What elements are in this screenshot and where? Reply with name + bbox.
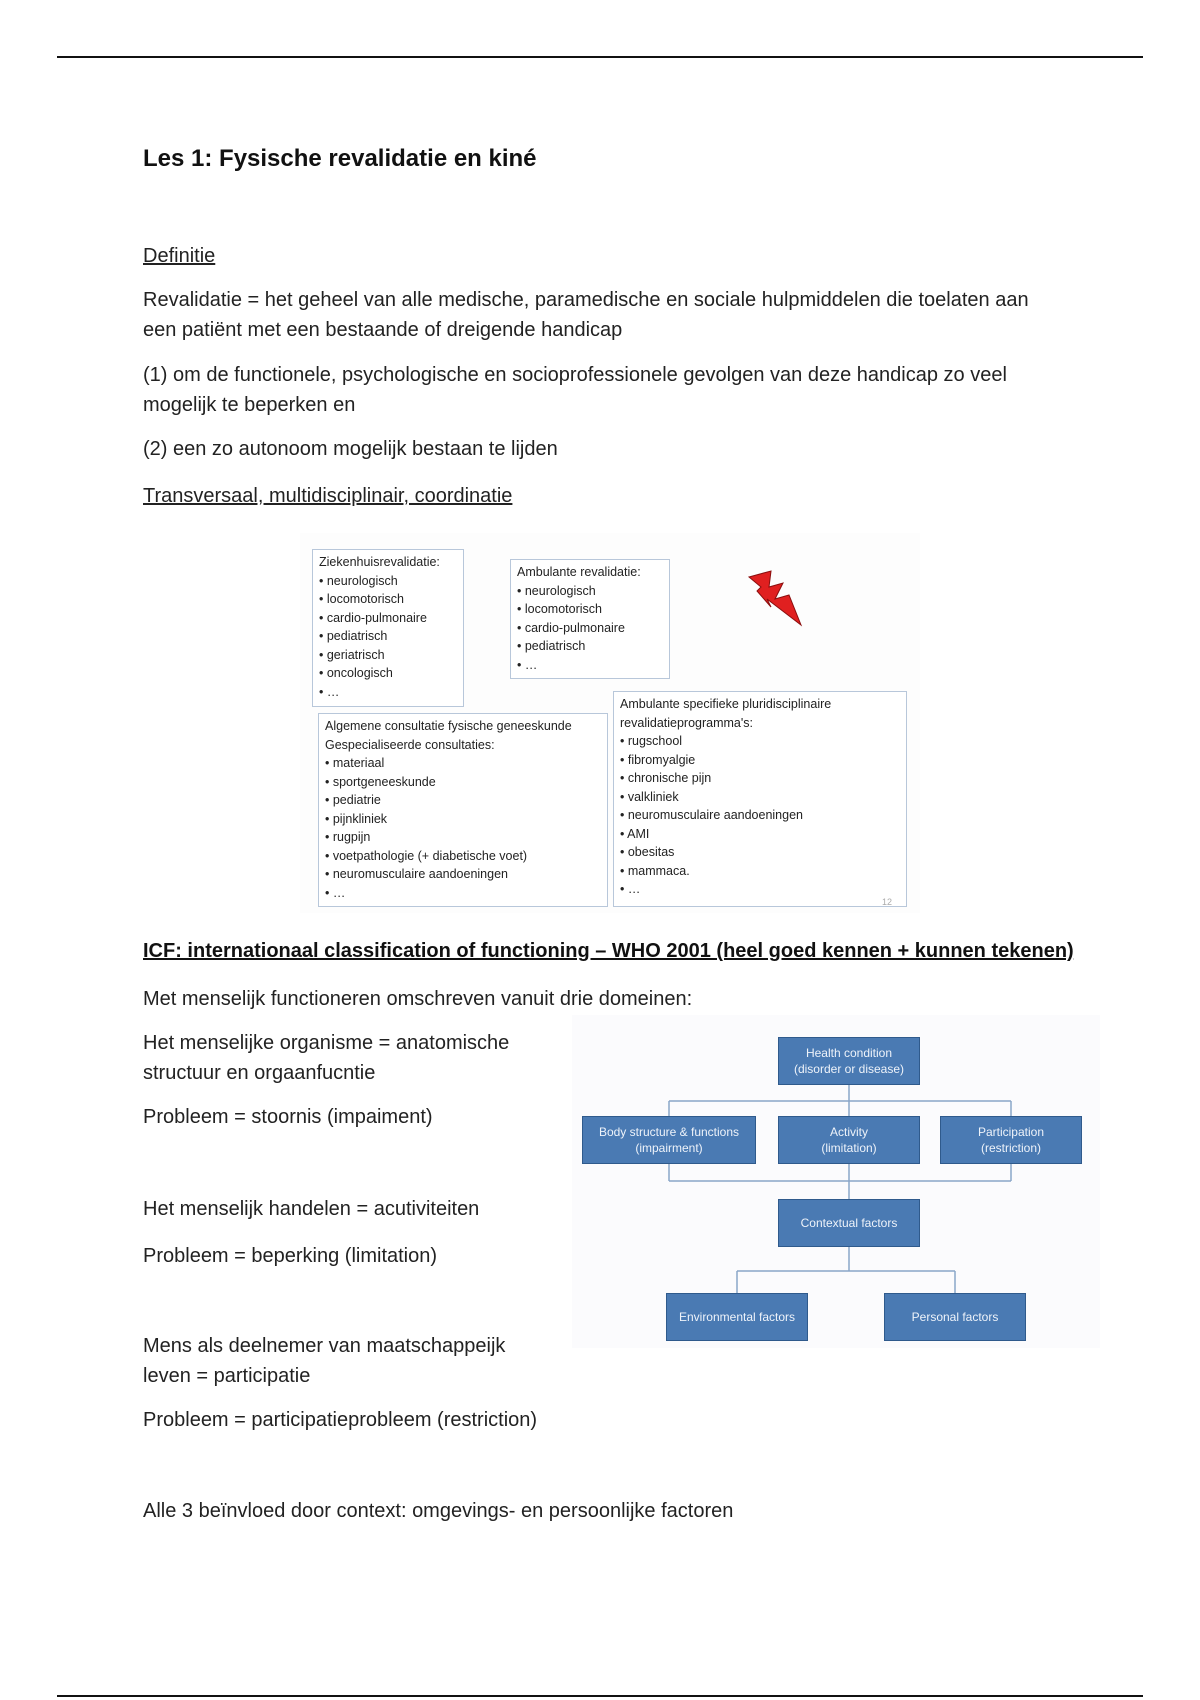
list-item: • chronische pijn xyxy=(620,769,900,788)
domain-participatie: Mens als deelnemer van maatschappeijk leven = participatie xyxy=(143,1335,506,1387)
list-item: • … xyxy=(517,656,663,675)
icf-intro: Met menselijk functioneren omschreven vanuit drie domeinen: xyxy=(143,988,693,1010)
icf-participation xyxy=(940,1116,1082,1164)
list-item: • locomotorisch xyxy=(517,600,663,619)
header-rule xyxy=(57,56,1143,58)
page-title: Les 1: Fysische revalidatie en kiné xyxy=(143,145,537,172)
icf-body-structure xyxy=(582,1116,756,1164)
list-item: • locomotorisch xyxy=(319,590,457,609)
list-item: • cardio-pulmonaire xyxy=(517,619,663,638)
box-line: Personal factors xyxy=(911,1310,999,1324)
box-heading: Ambulante specifieke pluridisciplinaire xyxy=(620,697,832,711)
definition-paragraph: Revalidatie = het geheel van alle medische, paramedische en sociale hulpmiddelen die toelaten aan een patiënt met een bestaande of dreigende handicap xyxy=(143,289,1029,341)
list-item: • fibromyalgie xyxy=(620,751,900,770)
definition-goal-1: (1) om de functionele, psychologische en socioprofessionele gevolgen van deze handicap zo veel mogelijk te beperken en xyxy=(143,364,1007,416)
definition-goal-2: (2) een zo autonoom mogelijk bestaan te lijden xyxy=(143,438,558,460)
lightning-bolt-icon xyxy=(745,569,805,629)
icf-heading: ICF: internationaal classification of functioning – WHO 2001 (heel goed kennen + kunnen tekenen) xyxy=(143,940,1074,962)
domain-participatie-problem: Probleem = participatieprobleem (restriction) xyxy=(143,1409,538,1431)
list-item: • neurologisch xyxy=(517,582,663,601)
box-algemene-consultatie xyxy=(318,713,608,907)
list-item: • neurologisch xyxy=(319,572,457,591)
box-specifieke-programmas xyxy=(613,691,907,907)
list-item: • pijnkliniek xyxy=(325,810,601,829)
box-line: (restriction) xyxy=(980,1141,1041,1155)
list-item: • neuromusculaire aandoeningen xyxy=(325,865,601,884)
list-item: • … xyxy=(325,884,601,903)
list-item: • … xyxy=(620,880,900,899)
list-item: • rugschool xyxy=(620,732,900,751)
slide-page-number: 12 xyxy=(881,897,892,907)
list-item: • neuromusculaire aandoeningen xyxy=(620,806,900,825)
box-line: Contextual factors xyxy=(800,1216,898,1230)
list-item: • oncologisch xyxy=(319,664,457,683)
icf-model-diagram xyxy=(572,1015,1100,1348)
box-line: Participation xyxy=(977,1125,1045,1139)
domain-organisme: Het menselijke organisme = anatomische structuur en orgaanfucntie xyxy=(143,1032,510,1084)
section-heading-definitie: Definitie xyxy=(143,245,216,267)
list-item: • pediatrisch xyxy=(319,627,457,646)
box-heading: Algemene consultatie fysische geneeskunde xyxy=(325,719,572,733)
box-subheading: revalidatieprogramma's: xyxy=(620,715,753,730)
domain-handelen-problem: Probleem = beperking (limitation) xyxy=(143,1245,438,1267)
transversaal-heading: Transversaal, multidisciplinair, coordinatie xyxy=(143,485,513,507)
box-heading: Ziekenhuisrevalidatie: xyxy=(319,555,440,569)
icf-environmental-factors xyxy=(666,1293,808,1341)
context-statement: Alle 3 beïnvloed door context: omgevings- en persoonlijke factoren xyxy=(143,1500,734,1522)
list-item: • pediatrie xyxy=(325,791,601,810)
list-item: • materiaal xyxy=(325,754,601,773)
box-line: Body structure & functions xyxy=(598,1125,740,1139)
icf-contextual-factors xyxy=(778,1199,920,1247)
list-item: • geriatrisch xyxy=(319,646,457,665)
list-item: • rugpijn xyxy=(325,828,601,847)
list-item: • voetpathologie (+ diabetische voet) xyxy=(325,847,601,866)
icf-activity xyxy=(778,1116,920,1164)
list-item: • valkliniek xyxy=(620,788,900,807)
list-item: • obesitas xyxy=(620,843,900,862)
list-item: • cardio-pulmonaire xyxy=(319,609,457,628)
box-line: Health condition xyxy=(805,1046,893,1060)
box-line: Activity xyxy=(829,1125,868,1139)
list-item: • AMI xyxy=(620,825,900,844)
box-line: Environmental factors xyxy=(678,1310,796,1324)
box-subheading: Gespecialiseerde consultaties: xyxy=(325,737,495,752)
box-line: (impairment) xyxy=(635,1141,703,1155)
icf-personal-factors xyxy=(884,1293,1026,1341)
box-line: (limitation) xyxy=(821,1141,877,1155)
box-line: (disorder or disease) xyxy=(793,1062,905,1076)
list-item: • sportgeneeskunde xyxy=(325,773,601,792)
footer-rule xyxy=(57,1695,1143,1697)
icf-health-condition xyxy=(778,1037,920,1085)
box-ambulante-revalidatie xyxy=(510,559,670,679)
box-ziekenhuisrevalidatie xyxy=(312,549,464,707)
box-heading: Ambulante revalidatie: xyxy=(517,565,641,579)
lightning-bolt-shape xyxy=(749,571,801,625)
domain-handelen: Het menselijk handelen = acutiviteiten xyxy=(143,1198,480,1220)
revalidatie-diagram xyxy=(300,533,920,913)
list-item: • … xyxy=(319,683,457,702)
list-item: • pediatrisch xyxy=(517,637,663,656)
list-item: • mammaca. xyxy=(620,862,900,881)
domain-organisme-problem: Probleem = stoornis (impaiment) xyxy=(143,1106,433,1128)
